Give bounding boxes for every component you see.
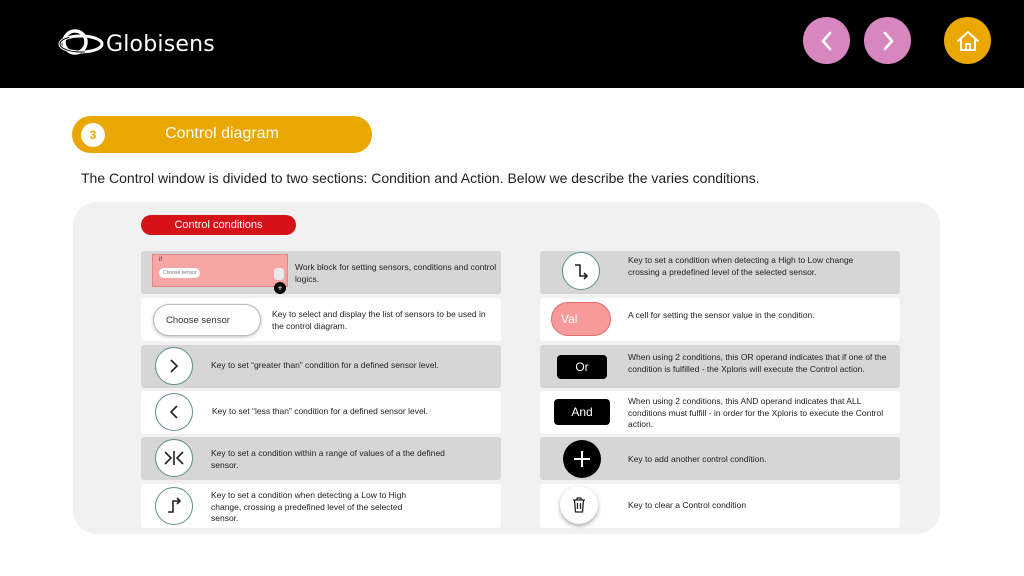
item-description: When using 2 conditions, this AND operand indicates that ALL conditions must fulfill - in order for the Xploris to execute the Control action. [628, 396, 884, 429]
and-button[interactable]: And [554, 399, 610, 425]
chevron-right-icon [879, 30, 897, 52]
plus-icon [572, 449, 592, 469]
greater-than-icon [167, 358, 181, 374]
work-block-if-label: if [159, 257, 162, 263]
step-title: Control diagram [165, 125, 279, 142]
high-to-low-button[interactable] [562, 252, 600, 290]
step-number: 3 [81, 123, 105, 147]
or-button[interactable]: Or [557, 355, 607, 379]
item-description: Key to set a condition when detecting a High to Low change crossing a predefined level of the selected sensor. [628, 255, 854, 277]
item-description: Key to set “greater than” condition for a defined sensor level. [211, 360, 439, 370]
greater-than-button[interactable] [155, 347, 193, 385]
home-icon [955, 29, 981, 53]
chevron-left-icon [818, 30, 836, 52]
logo-text: Globisens [106, 31, 215, 57]
item-description: Key to set “less than” condition for a defined sensor level. [212, 406, 428, 416]
work-block-sensor-field[interactable]: Choose sensor [159, 268, 200, 278]
high-to-low-icon [572, 262, 590, 280]
value-cell[interactable]: Val [551, 302, 611, 336]
less-than-button[interactable] [155, 393, 193, 431]
next-button[interactable] [864, 17, 911, 64]
work-block[interactable] [152, 254, 288, 287]
add-condition-button[interactable] [563, 440, 601, 478]
globe-icon [58, 24, 104, 64]
globisens-logo [58, 24, 215, 64]
item-description: When using 2 conditions, this OR operand indicates that if one of the condition is fulfilled - the Xploris will execute the Control action. [628, 352, 887, 374]
prev-button[interactable] [803, 17, 850, 64]
item-description: Key to set a condition within a range of values of a the defined sensor. [211, 448, 445, 470]
item-description: Key to clear a Control condition [628, 500, 747, 510]
trash-icon [571, 496, 587, 514]
trash-icon[interactable] [274, 268, 284, 280]
range-icon [163, 450, 185, 466]
step-header [72, 116, 372, 153]
item-description: Work block for setting sensors, conditions and control logics. [295, 262, 497, 284]
item-description: A cell for setting the sensor value in the condition. [628, 310, 815, 320]
item-description: Key to select and display the list of sensors to be used in the control diagram. [272, 309, 486, 331]
top-bar [0, 0, 1024, 88]
choose-sensor-button[interactable]: Choose sensor [153, 304, 261, 336]
item-description: Key to set a condition when detecting a Low to High change, crossing a predefined level of the selected sensor. [211, 490, 407, 523]
control-conditions-label: Control conditions [141, 215, 296, 235]
range-button[interactable] [155, 439, 193, 477]
intro-text: The Control window is divided to two sections: Condition and Action. Below we describe the varies conditions. [81, 170, 760, 186]
plus-icon[interactable]: + [274, 282, 286, 294]
low-to-high-icon [165, 497, 183, 515]
clear-condition-button[interactable] [560, 486, 598, 524]
home-button[interactable] [944, 17, 991, 64]
less-than-icon [167, 404, 181, 420]
item-description: Key to add another control condition. [628, 454, 767, 464]
low-to-high-button[interactable] [155, 487, 193, 525]
